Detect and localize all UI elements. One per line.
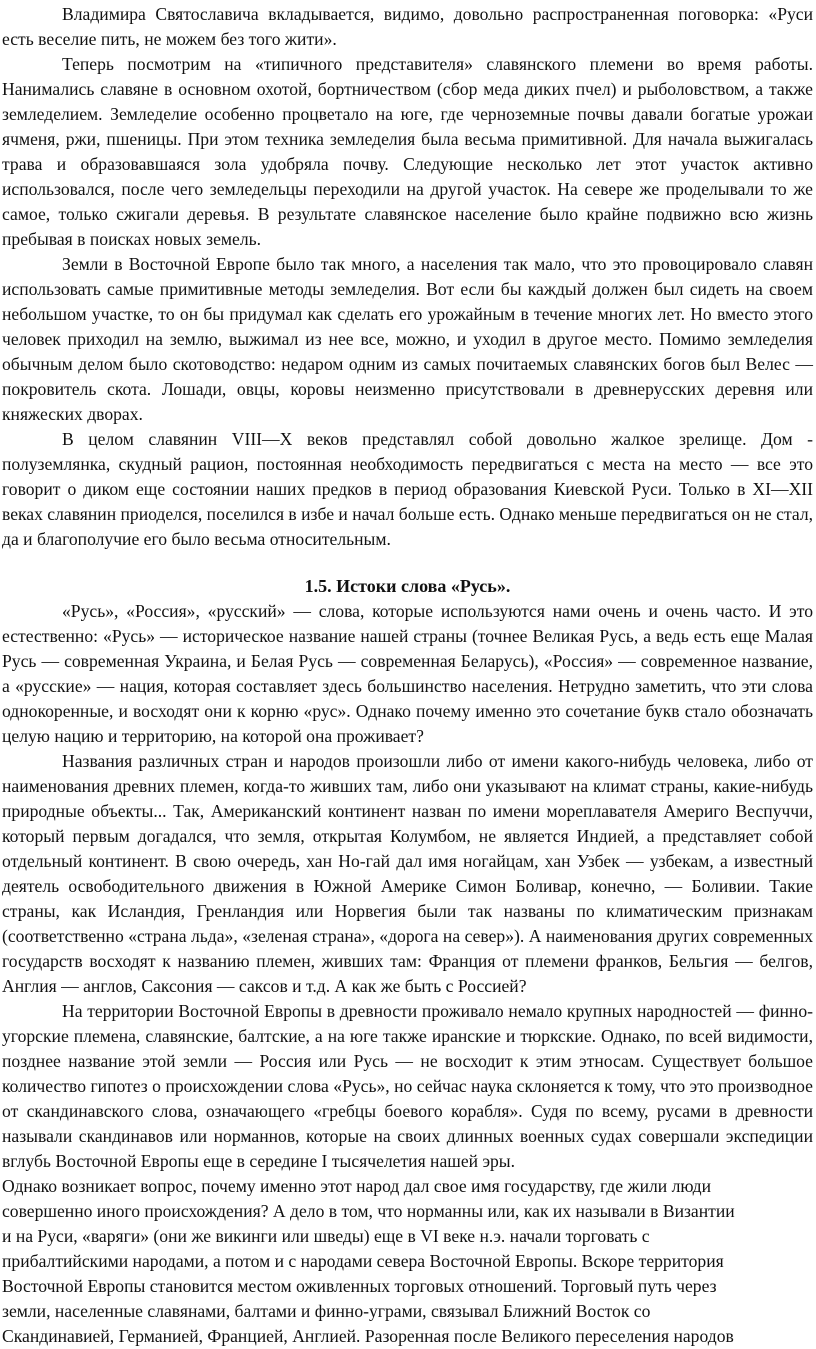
paragraph: На территории Восточной Европы в древности проживало немало крупных народностей — финно-угорские племена, славянские, балтские, а на юге также иранские и тюркские. Однако, по всей видимости, позднее название этой земли — Россия или Русь — не восходит к этим этносам. Существует большое количество гипотез о происхождении слова «Русь», но сейчас наука склоняется к тому, что это производное от скандинавского слова, означающего «гребцы боевого корабля». Судя по всему, русами в древности называли скандинавов или норманнов, которые на своих длинных военных судах совершали экспедиции вглубь Восточной Европы еще в середине I тысячелетия нашей эры. [2,1001,813,1171]
paragraph: Теперь посмотрим на «типичного представителя» славянского племени во время работы. Нанимались славяне в основном охотой, бортничеством (сбор меда диких пчел) и рыболовством, а также земледелием. Земледелие особенно процветало на юге, где черноземные почвы давали богатые урожаи ячменя, ржи, пшеницы. При этом техника земледелия была весьма примитивной. Для начала выжигалась трава и образовавшаяся зола удобряла почву. Следующие несколько лет этот участок активно использовался, после чего земледельцы переходили на другой участок. На севере же проделывали то же самое, только сжигали деревья. В результате славянское население было крайне подвижно всю жизнь пребывая в поисках новых земель. [2,54,813,249]
text-line: прибалтийскими народами, а потом и с народами севера Восточной Европы. Вскоре территория [2,1251,724,1271]
text-line: Восточной Европы становится местом оживленных торговых отношений. Торговый путь через [2,1276,717,1296]
paragraph: В целом славянин VIII—X веков представлял собой довольно жалкое зрелище. Дом - полуземлянка, скудный рацион, постоянная необходимость передвигаться с места на место — все это говорит о диком еще состоянии наших предков в период образования Киевской Руси. Только в XI—XII веках славянин приоделся, поселился в избе и начал больше есть. Однако меньше передвигаться он не стал, да и благополучие его было весьма относительным. [2,429,813,549]
text-line: Скандинавией, Германией, Францией, Англией. Разоренная после Великого переселения народов [2,1326,734,1346]
paragraph-unjustified [2,1174,813,1349]
text-line: земли, населенные славянами, балтами и финно-уграми, связывал Ближний Восток со [2,1301,651,1321]
paragraph: Владимира Святославича вкладывается, видимо, довольно распространенная поговорка: «Руси есть веселие пить, не можем без того жити». [2,4,813,49]
paragraph: «Русь», «Россия», «русский» — слова, которые используются нами очень и очень часто. И это естественно: «Русь» — историческое название нашей страны (точнее Великая Русь, а ведь есть еще Малая Русь — современная Украина, и Белая Русь — современная Беларусь), «Россия» — современное название, а «русские» — нация, которая составляет здесь большинство населения. Нетрудно заметить, что эти слова однокоренные, и восходят они к корню «рус». Однако почему именно это сочетание букв стало обозначать целую нацию и территорию, на которой она проживает? [2,601,813,746]
text-line: и на Руси, «варяги» (они же викинги или шведы) еще в VI веке н.э. начали торговать с [2,1226,650,1246]
text-line: совершенно иного происхождения? А дело в том, что норманны или, как их называли в Византии [2,1201,735,1221]
paragraph: Названия различных стран и народов произошли либо от имени какого-нибудь человека, либо от наименования древних племен, когда-то живших там, либо они указывают на климат страны, какие-нибудь природные объекты... Так, Американский континент назван по имени мореплавателя Америго Веспуччи, который первым догадался, что земля, открытая Колумбом, не является Индией, а представляет собой отдельный континент. В свою очередь, хан Но-гай дал имя ногайцам, хан Узбек — узбекам, а известный деятель освободительного движения в Южной Америке Симон Боливар, конечно, — Боливии. Такие страны, как Исландия, Гренландия или Норвегия были так названы по климатическим признакам (соответственно «страна льда», «зеленая страна», «дорога на север»). А наименования других современных государств восходят к названию племен, живших там: Франция от племени франков, Бельгия — белгов, Англия — англов, Саксония — саксов и т.д. А как же быть с Россией? [2,751,813,996]
paragraph: Земли в Восточной Европе было так много, а населения так мало, что это провоцировало славян использовать самые примитивные методы земледелия. Вот если бы каждый должен был сидеть на своем небольшом участке, то он бы придумал как сделать его урожайным в течение многих лет. Но вместо этого человек приходил на землю, выжимал из нее все, можно, и уходил в другое место. Помимо земледелия обычным делом было скотоводство: недаром одним из самых почитаемых славянских богов был Велес — покровитель скота. Лошади, овцы, коровы неизменно присутствовали в древнерусских деревня или княжеских дворах. [2,254,813,424]
text-line: Однако возникает вопрос, почему именно этот народ дал свое имя государству, где жили люди [2,1176,712,1196]
section-heading: 1.5. Истоки слова «Русь». [304,576,511,596]
